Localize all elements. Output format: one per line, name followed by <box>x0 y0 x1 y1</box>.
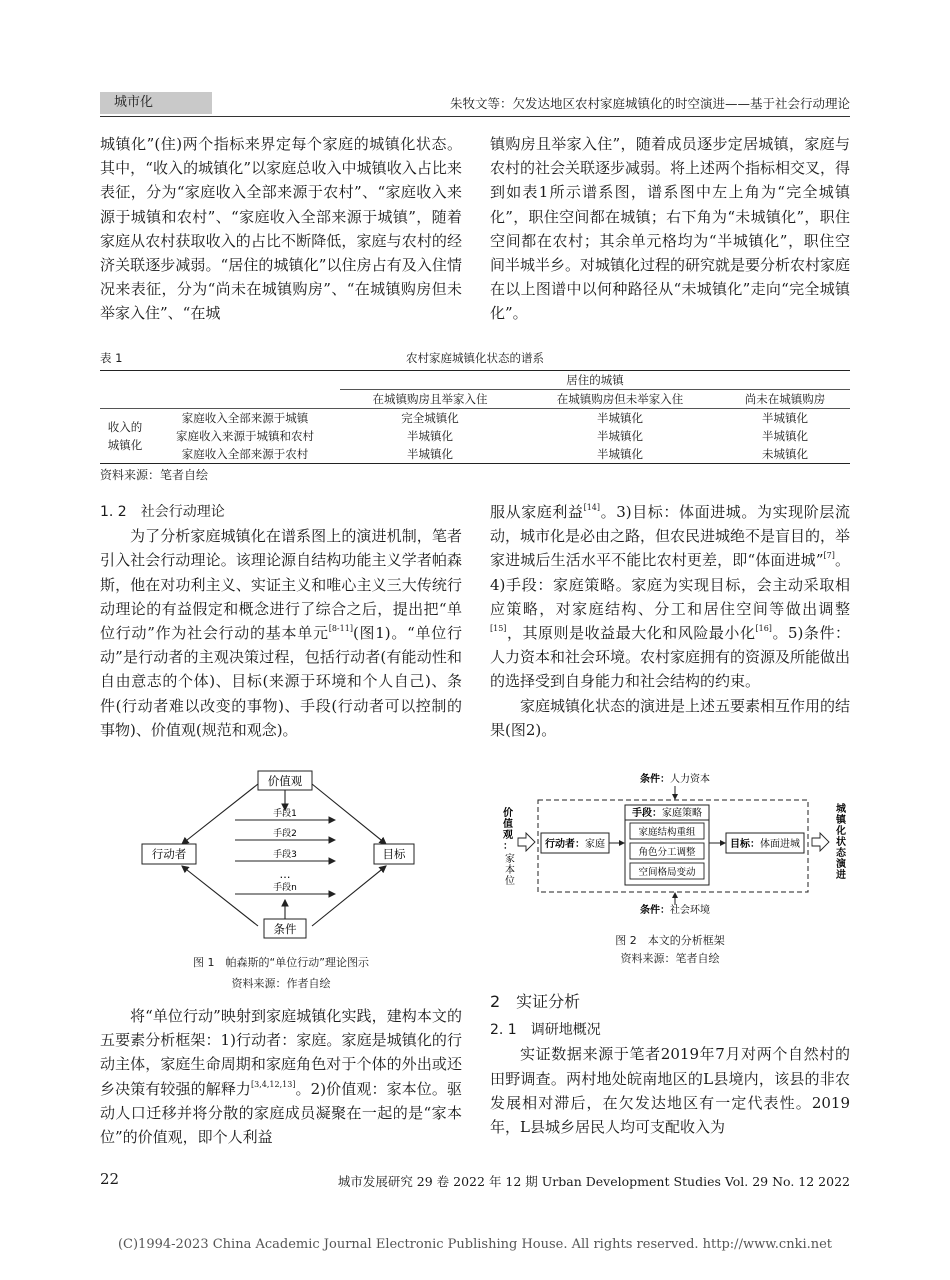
fig2-cond-top: 条件：人力资本 <box>640 774 710 785</box>
right-mid-paragraph: 服从家庭利益[14]。3)目标：体面进城。为实现阶层流动，城市化是必由之路，但农民进城绝不是盲目的，举家进城后生活水平不能比农村更差，即“体面进城”[7]。4)手段：家庭策略。家庭为实现目标，会主动采取相应策略，对家庭结构、分工和居住空间等做出调整[15]，其原则是收益最大化和风险最小化[16]。5)条件：人力资本和社会环境。农村家庭拥有的资源及所能做出的选择受到自身能力和社会结构的约束。 <box>490 503 851 691</box>
table1-cell: 未城镇化 <box>762 447 808 461</box>
fig2-goal-label: 目标：体面进城 <box>730 839 800 850</box>
right-mid-paragraph-2: 家庭城镇化状态的演进是上述五要素相互作用的结果(图2)。 <box>490 696 851 739</box>
fig2-cond-bottom: 条件：社会环境 <box>640 905 710 915</box>
value-to-actor-arrow <box>182 784 258 844</box>
means-label: 手段n <box>273 883 297 893</box>
journal-footer: 城市发展研究 29 卷 2022 年 12 期 Urban Development Studies Vol. 29 No. 12 2022 <box>337 1174 850 1189</box>
goal-node-label: 目标 <box>382 847 406 861</box>
citation: [8-11] <box>328 624 353 634</box>
citation: [3,4,12,13] <box>251 1079 296 1089</box>
fig2-strategy: 空间格局变动 <box>638 867 696 878</box>
left-top-column <box>100 132 462 326</box>
table1-row-group: 收入的 城镇化 <box>107 420 143 452</box>
table1-col-header: 尚未在城镇购房 <box>744 392 826 406</box>
citation: [16] <box>755 624 772 634</box>
section-tag: 城市化 <box>100 92 212 114</box>
table1-col-header: 在城镇购房且举家入住 <box>372 392 488 406</box>
right-mid-column <box>490 500 850 742</box>
section-1-2-heading: 1. 2 社会行动理论 <box>100 504 225 520</box>
value-to-goal-arrow <box>312 784 386 844</box>
fig2-strategy: 家庭结构重组 <box>638 827 696 838</box>
section-2-1-heading: 2. 1 调研地概况 <box>490 1022 601 1039</box>
condition-to-actor-arrow <box>182 866 258 926</box>
fig2-value-arrow <box>518 833 535 851</box>
fig2-value-label: 价值观： <box>503 808 513 852</box>
table1-cell: 半城镇化 <box>597 411 643 425</box>
section-2-column <box>490 990 850 1139</box>
page-number: 22 <box>100 1170 120 1188</box>
section-1-2-paragraph: 为了分析家庭城镇化在谱系图上的演进机制，笔者引入社会行动理论。该理论源自结构功能主义学者帕森斯，他在对功利主义、实证主义和唯心主义三大传统行动理论的有益假定和概念进行了综合之后，提出把“单位行动”作为社会行动的基本单元[8-11](图1)。“单位行动”是行动者的主观决策过程，包括行动者(有能动性和自由意志的个体)、目标(来源于环境和个人自己)、条件(行动者难以改变的事物)、手段(行动者可以控制的事物)、价值观(规范和观念)。 <box>100 527 463 739</box>
header-rule <box>100 116 850 117</box>
table1-row-label: 家庭收入全部来源于农村 <box>181 447 309 461</box>
table1 <box>100 370 850 464</box>
table1-cell: 半城镇化 <box>597 447 643 461</box>
means-label: 手段3 <box>273 850 297 860</box>
table1-row-label: 家庭收入全部来源于城镇 <box>181 411 309 425</box>
right-top-paragraph: 镇购房且举家入住”，随着成员逐步定居城镇，家庭与农村的社会关联逐步减弱。将上述两个指标相交叉，得到如表1所示谱系图，谱系图中左上角为“完全城镇化”，职住空间都在城镇；右下角为“未城镇化”，职住空间都在农村；其余单元格均为“半城镇化”，职住空间半城半乡。对城镇化过程的研究就是要分析农村家庭在以上图谱中以何种路径从“未城镇化”走向“完全城镇化”。 <box>490 135 851 323</box>
value-node-label: 价值观 <box>267 774 303 788</box>
fig2-outcome-arrow <box>812 833 829 851</box>
figure1-caption: 图 1 帕森斯的“单位行动”理论图示 <box>193 956 369 969</box>
left-bottom-paragraph: 将“单位行动”映射到家庭城镇化实践，建构本文的五要素分析框架：1)行动者：家庭。家庭是城镇化的行动主体，家庭生命周期和家庭角色对于个体的外出或还乡决策有较强的解释力[3,4,12,13]。2)价值观：家本位。驱动人口迁移并将分散的家庭成员凝聚在一起的是“家本位”的价值观，即个人利益 <box>100 1007 462 1147</box>
citation: [15] <box>490 624 507 634</box>
figure1-diagram <box>140 770 430 940</box>
table1-col-header: 在城镇购房但未举家入住 <box>556 392 684 406</box>
fig2-means-label: 手段：家庭策略 <box>632 808 702 819</box>
section-2-1-paragraph: 实证数据来源于笔者2019年7月对两个自然村的田野调查。两村地处皖南地区的L县境内，该县的非农发展相对滞后，在欠发达地区有一定代表性。2019年，L县城乡居民人均可支配收入为 <box>490 1045 850 1137</box>
means-label: 手段1 <box>273 809 297 819</box>
figure2-source: 资料来源：笔者自绘 <box>620 952 720 965</box>
table1-title: 农村家庭城镇化状态的谱系 <box>406 351 544 365</box>
figure2-caption: 图 2 本文的分析框架 <box>615 934 725 947</box>
figure1-source: 资料来源：作者自绘 <box>231 977 331 990</box>
table1-col-group: 居住的城镇 <box>340 371 850 390</box>
left-bottom-column <box>100 1004 462 1149</box>
means-label: 手段2 <box>273 829 297 839</box>
condition-to-goal-arrow <box>312 866 386 926</box>
table1-label: 表 1 <box>100 351 123 365</box>
section-2-heading: 2 实证分析 <box>490 992 581 1011</box>
table1-cell: 半城镇化 <box>407 447 453 461</box>
table1-cell: 完全城镇化 <box>401 411 459 425</box>
table1-cell: 半城镇化 <box>762 429 808 443</box>
fig2-outcome: 城镇化状态演进 <box>836 804 846 881</box>
means-ellipsis: … <box>279 868 291 881</box>
table1-cell: 半城镇化 <box>597 429 643 443</box>
table1-cell: 半城镇化 <box>407 429 453 443</box>
fig2-value-value: 家本位 <box>505 854 515 887</box>
table1-source: 资料来源：笔者自绘 <box>100 468 209 482</box>
left-top-paragraph: 城镇化”(住)两个指标来界定每个家庭的城镇化状态。其中，“收入的城镇化”以家庭总收入中城镇收入占比来表征，分为“家庭收入全部来源于农村”、“家庭收入来源于城镇和农村”、“家庭收入全部来源于城镇”，随着家庭从农村获取收入的占比不断降低，家庭与农村的经济关联逐步减弱。“居住的城镇化”以住房占有及入住情况来表征，分为“尚未在城镇购房”、“在城镇购房但未举家入住”、“在城 <box>100 135 462 323</box>
fig2-actor-label: 行动者：家庭 <box>545 839 605 850</box>
fig2-strategy: 角色分工调整 <box>638 847 696 858</box>
citation: [7] <box>823 551 835 561</box>
table1-cell: 半城镇化 <box>762 411 808 425</box>
citation: [14] <box>583 503 601 512</box>
left-mid-column <box>100 500 462 742</box>
table1-row-label: 家庭收入来源于城镇和农村 <box>176 429 314 443</box>
condition-node-label: 条件 <box>273 922 297 936</box>
right-top-column <box>490 132 850 326</box>
actor-node-label: 行动者 <box>151 847 187 861</box>
copyright-line: (C)1994-2023 China Academic Journal Electronic Publishing House. All rights reserved. http://www.cnki.net <box>117 1237 833 1252</box>
running-title: 朱牧文等：欠发达地区农村家庭城镇化的时空演进——基于社会行动理论 <box>449 96 850 111</box>
figure2-diagram <box>496 770 850 915</box>
